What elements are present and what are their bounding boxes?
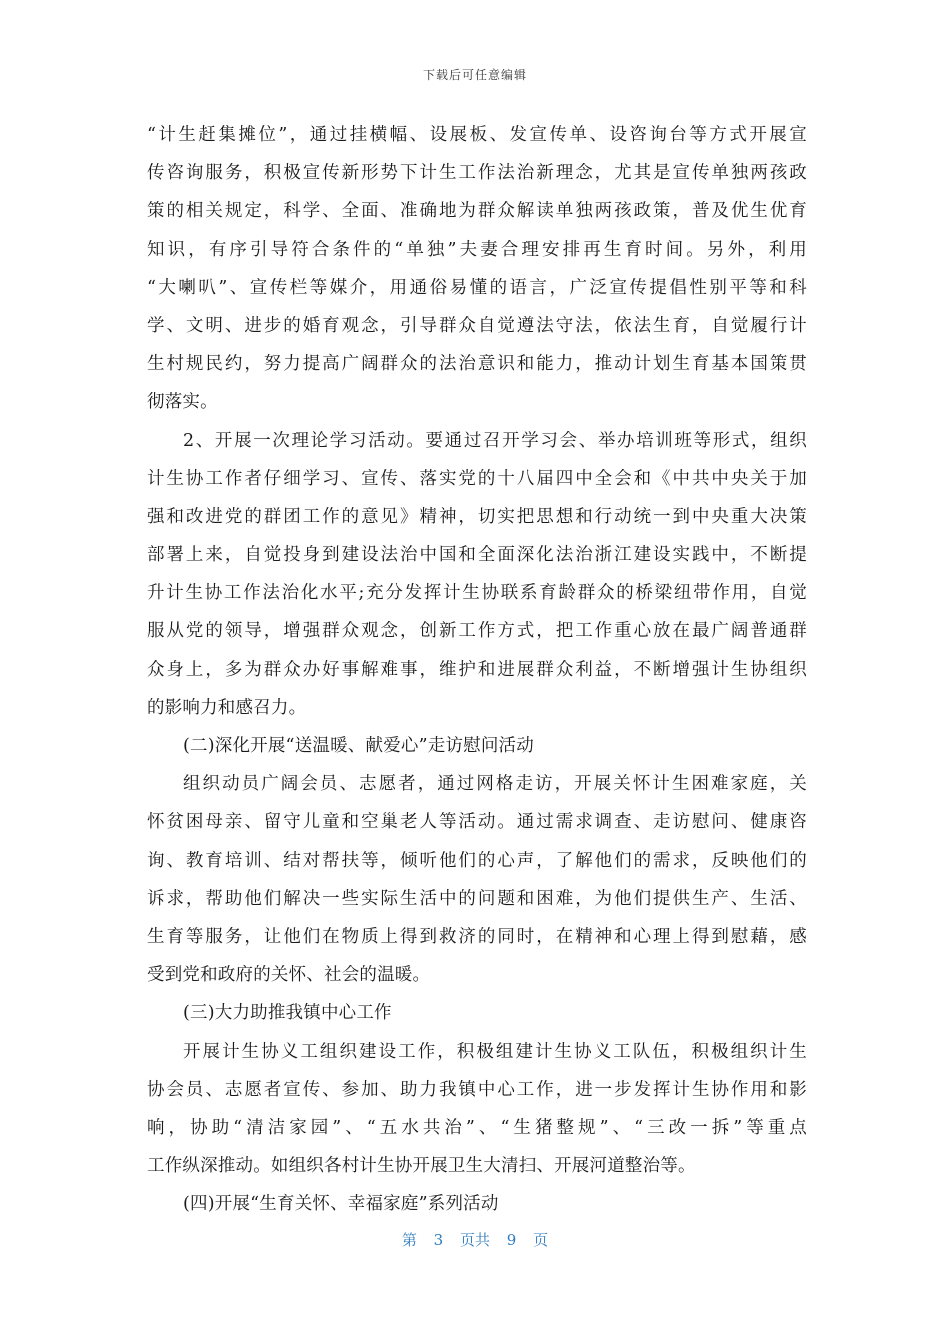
header-text: 下载后可任意编辑 xyxy=(422,68,527,82)
text-line: 部署上来，自觉投身到建设法治中国和全面深化法治浙江建设实践中，不断提 xyxy=(147,545,807,566)
text-line: (三)大力助推我镇中心工作 xyxy=(183,1003,392,1024)
footer-prefix: 第 xyxy=(401,1231,417,1249)
text-line: 升计生协工作法治化水平;充分发挥计生协联系育龄群众的桥梁纽带作用，自觉 xyxy=(147,583,807,604)
current-page-number: 3 xyxy=(433,1231,444,1249)
page-footer xyxy=(0,1229,950,1250)
text-line: 响，协助“清洁家园”、“五水共治”、“生猪整规”、“三改一拆”等重点 xyxy=(147,1117,807,1138)
footer-suffix: 页 xyxy=(533,1231,549,1249)
text-line: 的影响力和感召力。 xyxy=(147,697,307,718)
text-line: 协会员、志愿者宣传、参加、助力我镇中心工作，进一步发挥计生协作用和影 xyxy=(147,1079,807,1100)
text-line: “计生赶集摊位”，通过挂横幅、设展板、发宣传单、设咨询台等方式开展宣 xyxy=(147,125,807,145)
text-line: 2、开展一次理论学习活动。要通过召开学习会、举办培训班等形式，组织 xyxy=(183,430,807,451)
document-body xyxy=(147,116,807,1223)
text-line: 诉求，帮助他们解决一些实际生活中的问题和困难，为他们提供生产、生活、 xyxy=(147,888,807,909)
text-line: 强和改进党的群团工作的意见》精神，切实把思想和行动统一到中央重大决策 xyxy=(147,506,807,527)
text-line: 生育等服务，让他们在物质上得到救济的同时，在精神和心理上得到慰藉，感 xyxy=(147,926,807,947)
text-line: (二)深化开展“送温暖、献爱心”走访慰问活动 xyxy=(183,736,534,756)
text-line: “大喇叭”、宣传栏等媒介，用通俗易懂的语言，广泛宣传提倡性别平等和科 xyxy=(147,277,807,298)
text-line: (四)开展“生育关怀、幸福家庭”系列活动 xyxy=(183,1194,499,1215)
text-line: 传咨询服务，积极宣传新形势下计生工作法治新理念，尤其是宣传单独两孩政 xyxy=(147,163,807,184)
text-line: 知识，有序引导符合条件的“单独”夫妻合理安排再生育时间。另外，利用 xyxy=(147,239,807,260)
total-pages-number: 9 xyxy=(506,1231,517,1249)
text-line: 策的相关规定，科学、全面、准确地为群众解读单独两孩政策，普及优生优育 xyxy=(147,201,807,222)
text-line: 工作纵深推动。如组织各村计生协开展卫生大清扫、开展河道整治等。 xyxy=(147,1156,696,1177)
text-line: 询、教育培训、结对帮扶等，倾听他们的心声，了解他们的需求，反映他们的 xyxy=(147,850,807,871)
text-line: 众身上，多为群众办好事解难事，维护和进展群众利益，不断增强计生协组织 xyxy=(147,659,807,680)
text-line: 生村规民约，努力提高广阔群众的法治意识和能力，推动计划生育基本国策贯 xyxy=(147,354,807,375)
text-line: 开展计生协义工组织建设工作，积极组建计生协义工队伍，积极组织计生 xyxy=(183,1041,807,1062)
text-line: 彻落实。 xyxy=(147,392,218,413)
text-line: 受到党和政府的关怀、社会的温暖。 xyxy=(147,965,431,986)
text-line: 怀贫困母亲、留守儿童和空巢老人等活动。通过需求调查、走访慰问、健康咨 xyxy=(147,812,807,833)
text-line: 组织动员广阔会员、志愿者，通过网格走访，开展关怀计生困难家庭，关 xyxy=(183,774,807,795)
text-line: 服从党的领导，增强群众观念，创新工作方式，把工作重心放在最广阔普通群 xyxy=(147,621,807,642)
footer-middle: 页共 xyxy=(459,1231,490,1249)
text-line: 计生协工作者仔细学习、宣传、落实党的十八届四中全会和《中共中央关于加 xyxy=(147,468,807,489)
text-line: 学、文明、进步的婚育观念，引导群众自觉遵法守法，依法生育，自觉履行计 xyxy=(147,315,807,336)
page-header xyxy=(0,66,950,83)
